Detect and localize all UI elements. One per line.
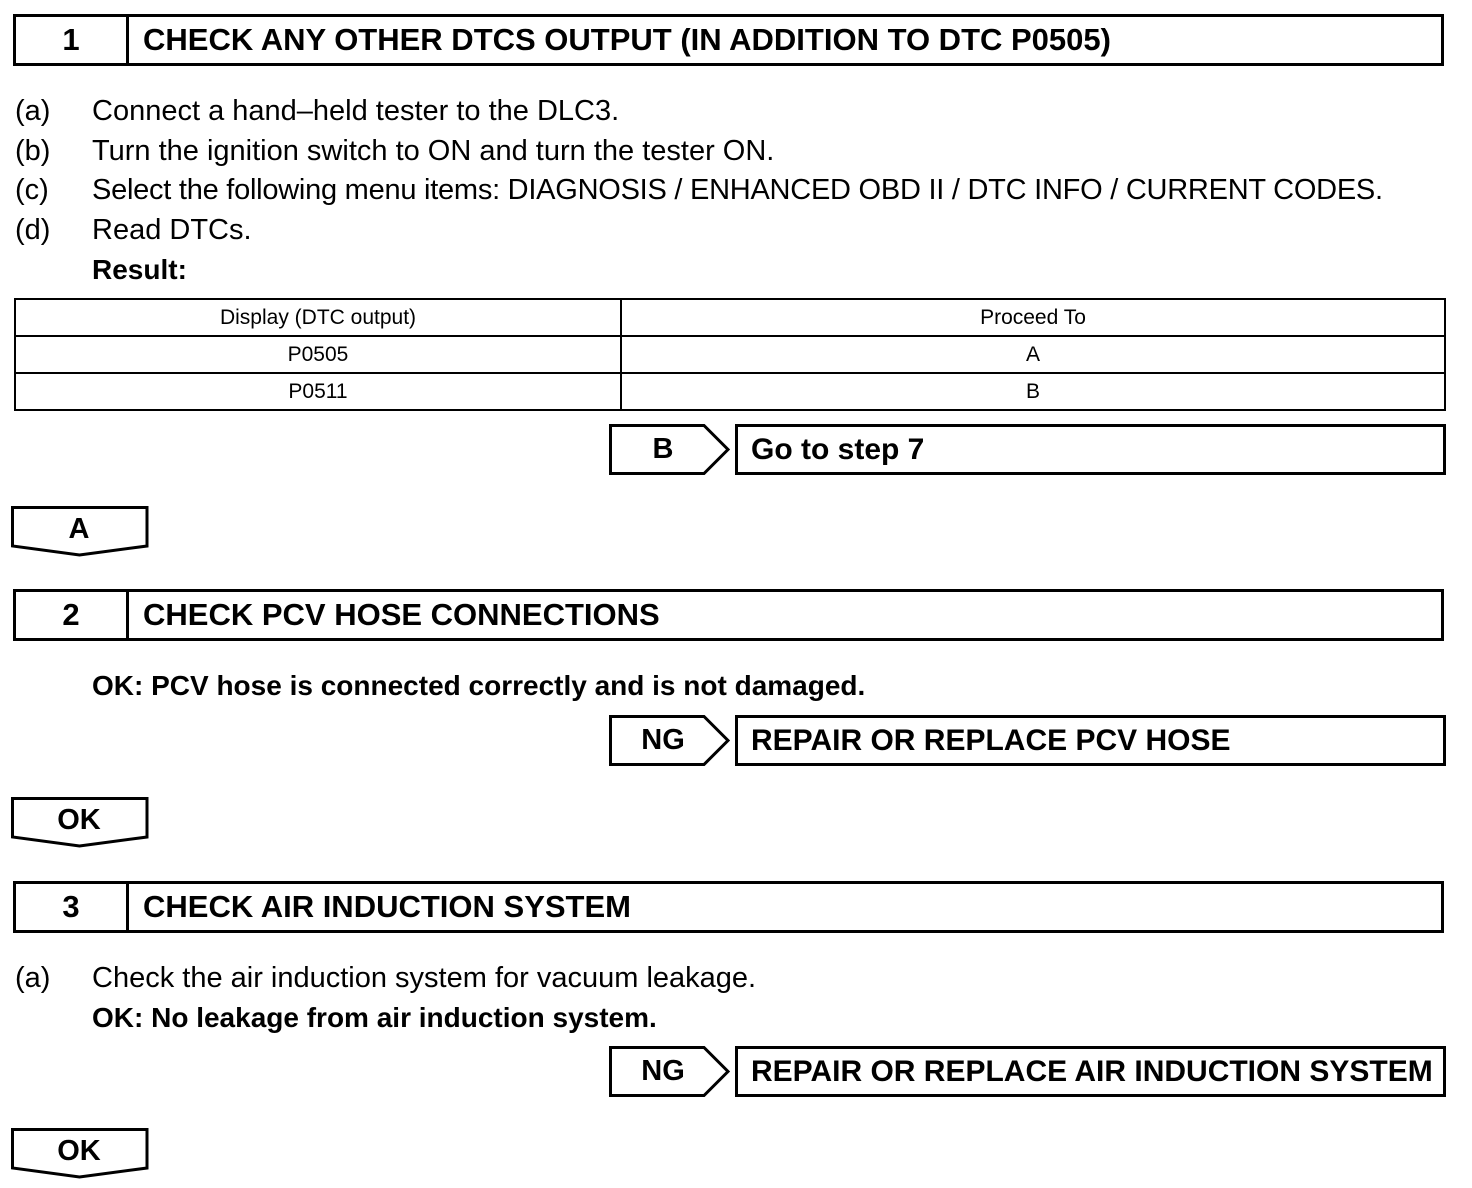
step-2-header <box>13 589 1444 641</box>
branch-tag-b <box>609 424 731 475</box>
step-number: 1 <box>16 17 129 63</box>
result-table <box>14 298 1446 411</box>
item-text: Check the air induction system for vacuum leakage. <box>92 962 757 994</box>
step-number: 3 <box>16 884 129 930</box>
step-3-header <box>13 881 1444 933</box>
item-text: Turn the ignition switch to ON and turn the tester ON. <box>92 135 775 167</box>
table-header: Display (DTC output) <box>15 299 621 336</box>
branch-target: REPAIR OR REPLACE PCV HOSE <box>735 715 1446 766</box>
branch-tag-label: NG <box>641 724 685 756</box>
item-label: (b) <box>15 135 51 167</box>
next-tag-label: A <box>68 513 90 545</box>
item-label: (d) <box>15 214 51 246</box>
branch-tag-ng <box>609 1046 731 1097</box>
next-tag-a <box>11 506 151 558</box>
table-cell: A <box>621 336 1445 373</box>
next-tag-label: OK <box>57 804 101 836</box>
table-cell: P0511 <box>15 373 621 410</box>
next-tag-label: OK <box>57 1135 101 1167</box>
next-tag-ok <box>11 797 151 849</box>
item-text: Select the following menu items: DIAGNOSIS / ENHANCED OBD II / DTC INFO / CURRENT CODES. <box>92 174 1383 206</box>
step-1-header <box>13 14 1444 66</box>
table-header-row <box>15 299 1445 336</box>
next-tag-ok <box>11 1128 151 1180</box>
item-text: Read DTCs. <box>92 214 252 246</box>
branch-target: REPAIR OR REPLACE AIR INDUCTION SYSTEM <box>735 1046 1446 1097</box>
branch-tag-ng <box>609 715 731 766</box>
branch-tag-label: NG <box>641 1055 685 1087</box>
item-label: (a) <box>15 95 51 127</box>
branch-tag-label: B <box>652 433 674 465</box>
ok-criteria: OK: No leakage from air induction system. <box>92 1002 657 1033</box>
item-label: (a) <box>15 962 51 994</box>
step-title: CHECK AIR INDUCTION SYSTEM <box>143 889 631 924</box>
item-text: Connect a hand–held tester to the DLC3. <box>92 95 620 127</box>
table-row <box>15 336 1445 373</box>
step-number: 2 <box>16 592 129 638</box>
ok-criteria: OK: PCV hose is connected correctly and is not damaged. <box>92 670 866 701</box>
table-header: Proceed To <box>621 299 1445 336</box>
branch-target: Go to step 7 <box>735 424 1446 475</box>
step-title: CHECK PCV HOSE CONNECTIONS <box>143 597 660 632</box>
table-row <box>15 373 1445 410</box>
item-label: (c) <box>15 174 49 206</box>
table-cell: P0505 <box>15 336 621 373</box>
table-cell: B <box>621 373 1445 410</box>
result-label: Result: <box>92 254 187 285</box>
step-title: CHECK ANY OTHER DTCS OUTPUT (IN ADDITION TO DTC P0505) <box>143 22 1111 57</box>
